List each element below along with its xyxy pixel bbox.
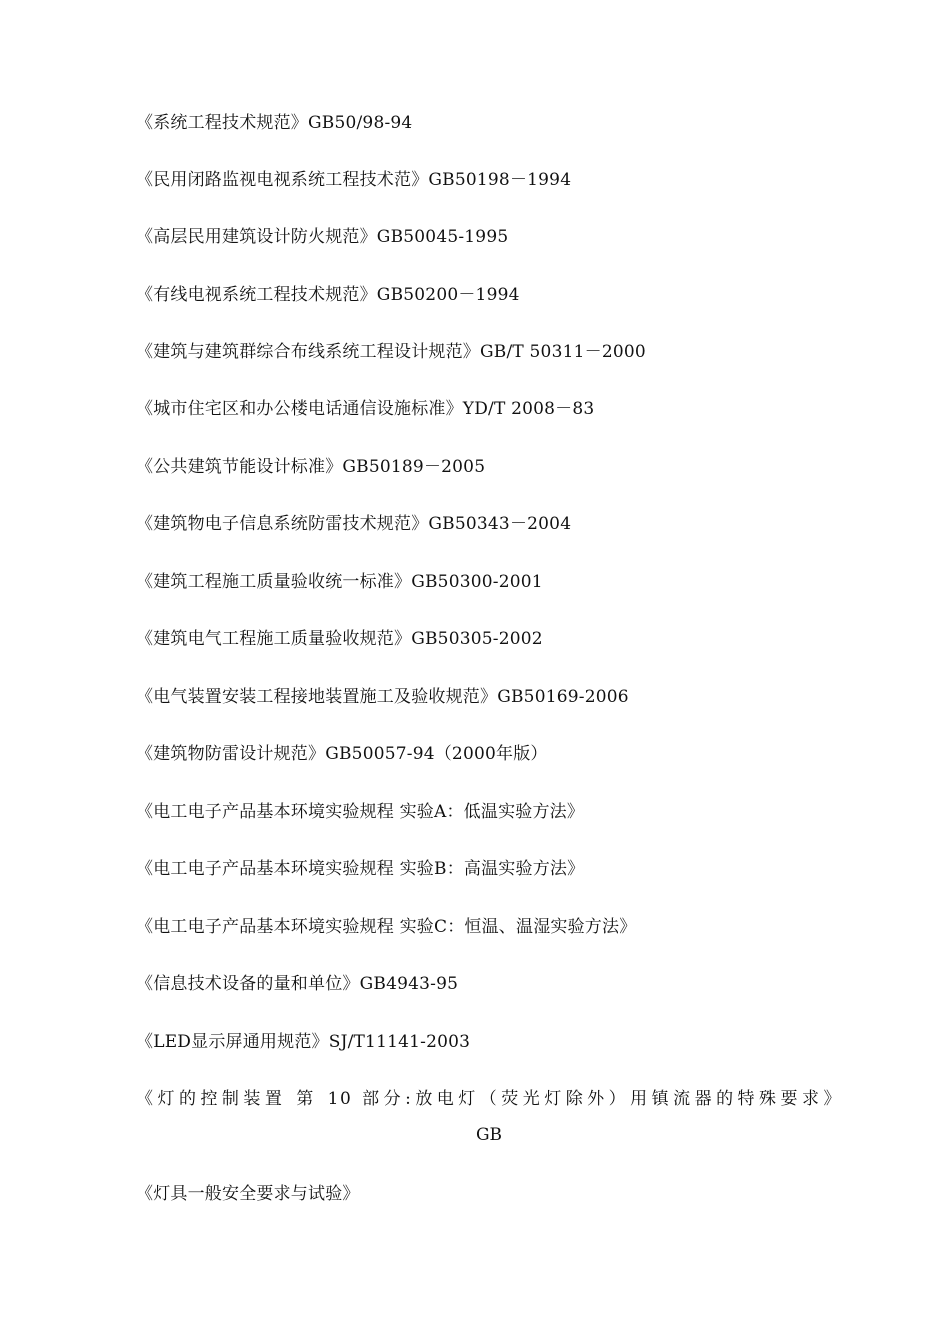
standard-line-18-continuation: GB: [475, 1125, 503, 1145]
standard-line-15: 《电工电子产品基本环境实验规程 实验C：恒温、温湿实验方法》: [136, 917, 637, 937]
standard-line-10: 《建筑电气工程施工质量验收规范》GB50305-2002: [136, 629, 543, 649]
standard-line-14: 《电工电子产品基本环境实验规程 实验B：高温实验方法》: [136, 859, 585, 879]
standard-line-12: 《建筑物防雷设计规范》GB50057-94（2000年版）: [136, 744, 548, 764]
standard-line-16: 《信息技术设备的量和单位》GB4943-95: [136, 974, 459, 994]
standard-line-7: 《公共建筑节能设计标准》GB50189－2005: [136, 457, 486, 477]
standard-line-5: 《建筑与建筑群综合布线系统工程设计规范》GB/T 50311－2000: [136, 342, 646, 362]
standard-line-19: 《灯具一般安全要求与试验》: [136, 1184, 360, 1204]
standard-line-13: 《电工电子产品基本环境实验规程 实验A：低温实验方法》: [136, 802, 585, 822]
standard-line-11: 《电气装置安装工程接地装置施工及验收规范》GB50169-2006: [136, 687, 629, 707]
standard-line-6: 《城市住宅区和办公楼电话通信设施标准》YD/T 2008－83: [136, 399, 595, 419]
standard-line-9: 《建筑工程施工质量验收统一标准》GB50300-2001: [136, 572, 543, 592]
standard-line-18: 《灯的控制装置 第 10 部分:放电灯（荧光灯除外）用镇流器的特殊要求》: [136, 1089, 842, 1109]
standard-line-2: 《民用闭路监视电视系统工程技术范》GB50198－1994: [136, 170, 572, 190]
standard-line-3: 《高层民用建筑设计防火规范》GB50045-1995: [136, 227, 509, 247]
standard-line-17: 《LED显示屏通用规范》SJ/T11141-2003: [136, 1032, 471, 1052]
standard-line-1: 《系统工程技术规范》GB50/98-94: [136, 113, 413, 133]
standard-line-4: 《有线电视系统工程技术规范》GB50200－1994: [136, 285, 520, 305]
standard-line-8: 《建筑物电子信息系统防雷技术规范》GB50343－2004: [136, 514, 572, 534]
